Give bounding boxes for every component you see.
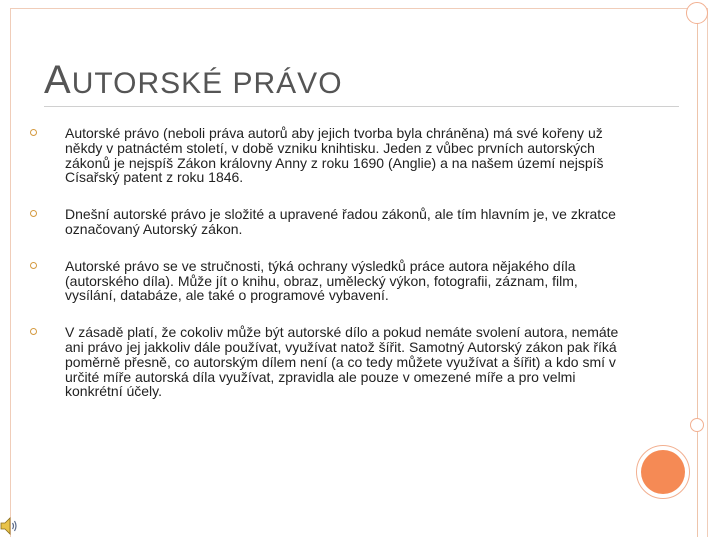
title-first-letter: A [44,58,72,102]
speaker-icon[interactable] [0,516,18,536]
bullet-item [30,207,630,237]
bullet-text: Autorské právo se ve stručnosti, týká ochrany výsledků práce autora nějakého díla (autorského díla). Může jít o knihu, obraz, umělecký výkon, fotografii, záznam, film, vysílání, databáze, ale také o programové vybavení. [65,257,578,304]
slide-title [44,58,343,103]
bullet-item [30,259,630,303]
title-divider [44,106,679,107]
bullet-item [30,325,630,399]
frame-right-line [697,8,698,537]
bullet-text: V zásadě platí, že cokoliv může být autorské dílo a pokud nemáte svolení autora, nemáte ani právo jej jakkoliv dále používat, využívat natož šířit. Samotný Autorský zákon pak říká poměrně přesně, co autorským dílem není (a co tedy můžete využívat a šířit) a kdo smí v určité míře autorská díla využívat, zpravidla ale pouze v omezené míře a pro velmi konkrétní účely. [65,324,619,400]
circle-bullet-icon [30,262,37,269]
decorative-circle-filled [641,450,685,494]
circle-bullet-icon [30,210,37,217]
decorative-circle-top [686,2,708,24]
circle-bullet-icon [30,328,37,335]
circle-bullet-icon [30,129,37,136]
decorative-circle-small [690,418,704,432]
bullet-text: Autorské právo (neboli práva autorů aby jejich tvorba byla chráněna) má své kořeny už někdy v patnáctém století, v době vzniku knihtisku. Jeden z vůbec prvních autorských zákonů je nejspíš Zákon královny Anny z roku 1690 (Anglie) a na našem území nejspíš Císařský patent z roku 1846. [65,125,604,186]
title-rest: UTORSKÉ PRÁVO [71,67,343,100]
bullet-text: Dnešní autorské právo je složité a upravené řadou zákonů, ale tím hlavním je, ve zkratce označovaný Autorský zákon. [65,206,616,237]
bullet-list [30,126,630,399]
bullet-item [30,126,630,185]
